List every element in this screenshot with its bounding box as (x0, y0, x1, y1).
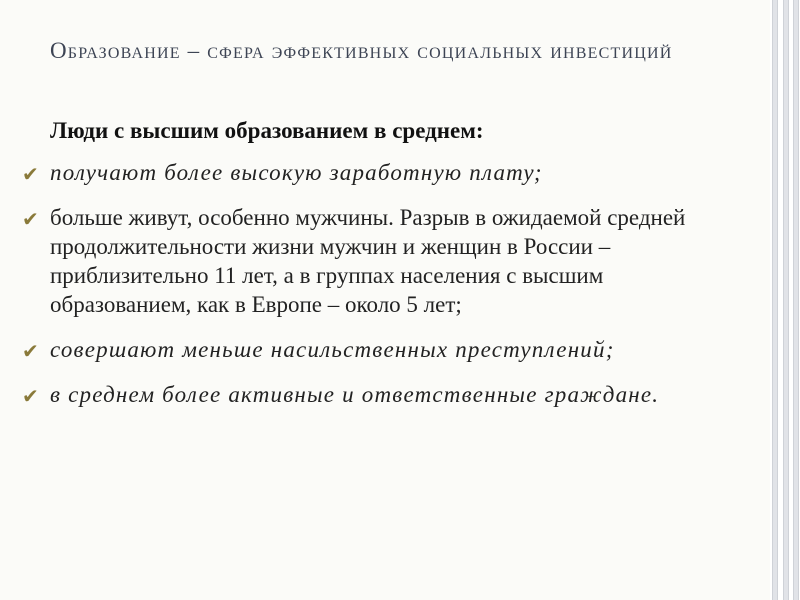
list-item (22, 203, 747, 319)
list-item (22, 158, 747, 187)
bullet-list (22, 158, 747, 425)
check-mark-icon: ✔ (22, 162, 39, 186)
edge-bar (783, 0, 789, 600)
edge-decoration (770, 0, 800, 600)
bullet-text: получают более высокую заработную плату; (50, 160, 543, 185)
check-mark-icon: ✔ (22, 207, 39, 231)
check-mark-icon: ✔ (22, 339, 39, 363)
check-mark-icon: ✔ (22, 384, 39, 408)
edge-bar (772, 0, 778, 600)
list-item (22, 335, 747, 364)
bullet-text: больше живут, особенно мужчины. Разрыв в ожидаемой средней продолжительности жизни мужчин и женщин в России – приблизительно 11 лет, а в группах населения с высшим образованием, как в Европе – около 5 лет; (50, 205, 686, 317)
bullet-text: в среднем более активные и ответственные граждане. (50, 382, 660, 407)
bullet-text: совершают меньше насильственных преступлений; (50, 337, 615, 362)
slide-title: Образование – сфера эффективных социальных инвестиций (50, 38, 673, 63)
edge-bar (793, 0, 799, 600)
intro-text: Люди с высшим образованием в среднем: (50, 118, 484, 143)
list-item (22, 380, 747, 409)
